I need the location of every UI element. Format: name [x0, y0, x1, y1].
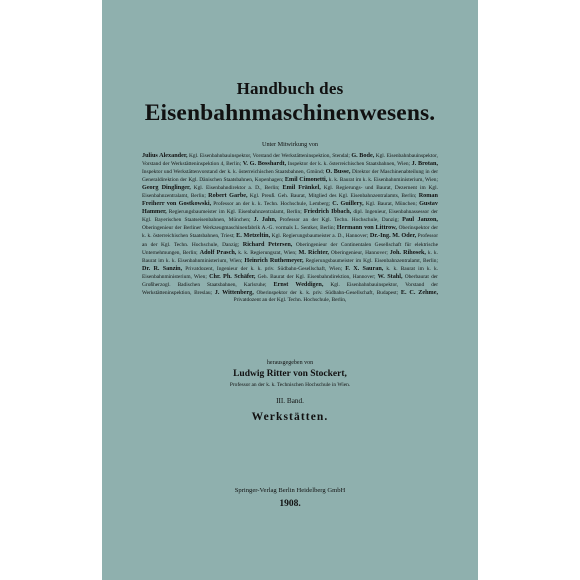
- contributor-description: Kgl. Preuß. Geh. Baurat, Mitglied des Kgl. Eisenbahnzentralamts, Berlin;: [249, 193, 417, 200]
- contributor-description: k. k. Regierungsrat, Wien;: [238, 249, 297, 256]
- contributor-description: Professor an der Kgl. Techn. Hochschule, Danzig;: [142, 233, 438, 248]
- contributor-name: C. Guillery,: [332, 200, 364, 208]
- contributor-description: Regierungsbaumeister im Kgl. Eisenbahnzentralamt, Berlin;: [305, 257, 438, 264]
- contributor-description: Inspektor und Werkstättenvorstand der k. k. österreichischen Staatsbahnen, Gmünd;: [142, 169, 325, 176]
- contributor-description: k. k. Baurat im k. k. Eisenbahnministerium, Wien;: [142, 265, 438, 280]
- contributor-description: Oberbaurat der Großherzogl. Badischen Staatsbahnen, Karlsruhe;: [142, 273, 438, 288]
- publication-year: 1908.: [279, 499, 301, 509]
- contributor-name: W. Stahl,: [377, 272, 403, 280]
- title-line-2: Eisenbahnmaschinenwesens.: [144, 100, 436, 126]
- contributor-description: Kgl. Regierungsbaumeister a. D., Hannover;: [271, 233, 369, 240]
- contributor-description: Kgl. Eisenbahndirektor a. D., Berlin;: [193, 185, 280, 192]
- contributor-description: Kgl. Eisenbahnbauinspektor, Vorstand der Werkstätteninspektion 4, Berlin;: [142, 153, 438, 168]
- contributor-name: Gustav Hammer,: [142, 200, 438, 216]
- contributor-name: E. Metzeltin,: [236, 232, 271, 240]
- contributor-description: Kgl. Eisenbahnbauinspektor, Vorstand der Werkstätteninspektion, Stendal;: [189, 153, 350, 159]
- contributor-name: J. Jahn,: [253, 216, 277, 224]
- contributor-description: Oberinspektor der k. k. priv. Südbahn-Gesellschaft, Budapest;: [256, 289, 399, 296]
- editor-affiliation: Professor an der k. k. Technischen Hochschule in Wien.: [229, 382, 351, 388]
- contributor-description: Oberinspektor der k. k. österreichischen Staatsbahnen, Triest;: [142, 225, 438, 240]
- contributor-name: Chr. Ph. Schäfer,: [209, 272, 256, 280]
- contributor-description: Oberingenieur, Hannover;: [330, 249, 388, 256]
- contributor-name: M. Richter,: [298, 248, 329, 256]
- contributor-name: E. C. Zehme,: [400, 288, 438, 296]
- contributor-name: Georg Dinglinger,: [142, 184, 191, 192]
- contributor-name: Dr. R. Sanzin,: [142, 264, 183, 272]
- volume-label: III. Band.: [276, 397, 304, 405]
- editor-intro: herausgegeben von: [266, 360, 314, 366]
- contributor-name: Joh. Rihosek,: [389, 248, 426, 256]
- contributor-description: Kgl. Baurat, München;: [365, 201, 417, 208]
- contributor-description: Regierungsbaumeister im Kgl. Eisenbahnzentralamt, Berlin;: [168, 209, 302, 216]
- contributor-name: G. Bode,: [351, 152, 375, 159]
- contributor-description: Professor an der k. k. Techn. Hochschule, Lemberg;: [213, 201, 331, 208]
- contributor-description: Professor an der Kgl. Techn. Hochschule, Danzig;: [279, 217, 399, 224]
- contributor-name: O. Busse,: [325, 168, 351, 176]
- title-line-1: Handbuch des: [236, 79, 344, 98]
- contributor-name: Emil Cimonetti,: [284, 176, 328, 184]
- contributor-description: Privatdozent, Ingenieur der k. k. priv. Südbahn-Gesellschaft, Wien;: [185, 265, 343, 272]
- contributor-name: J. Brotan,: [411, 160, 438, 168]
- contributor-name: Dr.-Ing. M. Oder,: [369, 232, 417, 240]
- contributors-list: [142, 152, 438, 304]
- contributor-name: F. X. Sauran,: [345, 264, 384, 272]
- contributor-name: Paul Janzon,: [402, 216, 438, 224]
- contributor-name: Roman Freiherr von Gostkowski,: [142, 192, 438, 208]
- contributor-description: k. k. Baurat im k. k. Eisenbahnministerium, Wien;: [328, 177, 438, 184]
- contributor-name: J. Wittenberg,: [214, 288, 254, 296]
- contributor-name: Robert Garbe,: [208, 192, 248, 200]
- publisher: Springer-Verlag Berlin Heidelberg GmbH: [234, 487, 346, 494]
- contributor-name: V. G. Bosshardt,: [242, 160, 287, 168]
- contributor-name: Adolf Prasch,: [199, 248, 237, 256]
- editor-name: Ludwig Ritter von Stockert,: [233, 369, 347, 379]
- contributor-name: Heinrich Ruthemeyer,: [244, 256, 304, 264]
- contributor-description: Inspektor der k. k. österreichischen Staatsbahnen, Wien;: [287, 161, 411, 168]
- contributor-description: Oberingenieur der Continentalen Gesellschaft für elektrische Unternehmungen, Berlin;: [142, 241, 438, 256]
- contributor-name: Richard Petersen,: [242, 240, 293, 248]
- contributor-description: dipl. Ingenieur, Eisenbahnassessor der Kgl. Bayerischen Staatseisenbahnen, München;: [142, 209, 438, 224]
- contributor-description: Kgl. Regierungs- und Baurat, Dezernent im Kgl. Eisenbahnzentralamt, Berlin;: [142, 185, 438, 200]
- contributor-description: Oberingenieur der Berliner Werkzeugmaschinenfabrik A.-G. vormals L. Sentker, Berlin;: [142, 225, 336, 232]
- contributor-name: Friedrich Ibbach,: [303, 208, 352, 216]
- contributor-name: Ernst Weddigen,: [273, 280, 324, 288]
- book-subtitle: Werkstätten.: [251, 411, 329, 423]
- contributor-description: Direktor der Maschinenabteilung in der Generaldirektion der Kgl. Dänischen Staatsbahnen, Kopenhagen;: [142, 169, 438, 184]
- contributor-description: Geh. Baurat der Kgl. Eisenbahndirektion, Hannover;: [257, 273, 376, 280]
- contributor-name: Hermann von Littrow,: [336, 224, 397, 232]
- contributor-description: Kgl. Eisenbahnbauinspektor, Vorstand der Werkstätteninspektion, Breslau;: [142, 281, 438, 296]
- contributor-description: k. k. Baurat im k. k. Eisenbahnministerium, Wien;: [142, 249, 438, 264]
- contributor-name: Julius Alexander,: [142, 152, 188, 159]
- contributor-name: Emil Fränkel,: [282, 184, 321, 192]
- contributors-intro: Unter Mitwirkung von: [261, 141, 319, 148]
- contributor-description: Privatdozent an der Kgl. Techn. Hochschule, Berlin,: [233, 296, 347, 303]
- book-cover: [102, 0, 478, 580]
